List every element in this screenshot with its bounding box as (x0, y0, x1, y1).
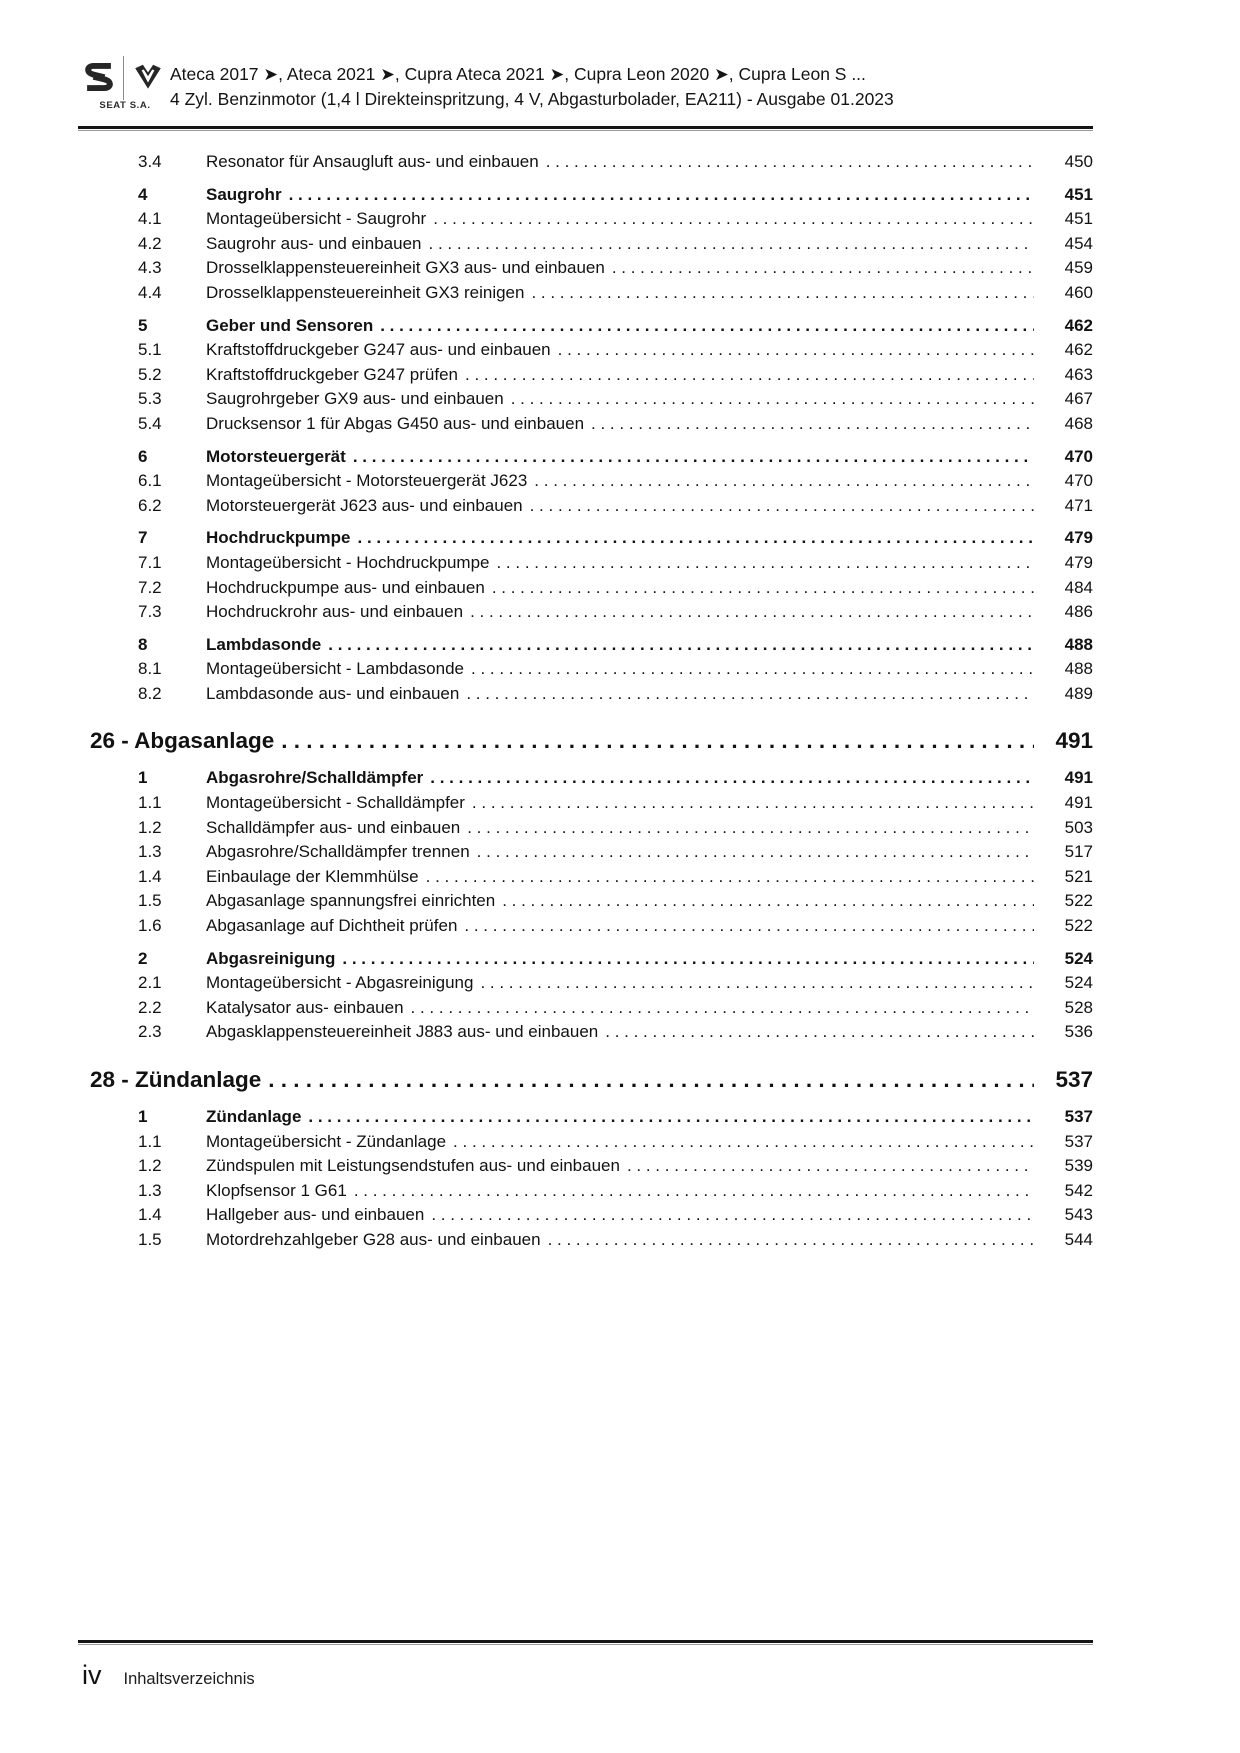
toc-entry-number: 4.2 (138, 233, 162, 253)
toc-entry-title: Abgasklappensteuereinheit J883 aus- und einbauen (206, 1022, 599, 1042)
seat-logo (82, 60, 116, 94)
toc-entry-page: 544 (1064, 1229, 1093, 1249)
toc-entry-title: Montageübersicht - Saugrohr (206, 209, 427, 229)
toc-entry-page: 470 (1064, 471, 1093, 491)
toc-leader-dots (281, 724, 1034, 758)
toc-leader-dots (467, 816, 1034, 841)
toc-leader-dots (502, 889, 1034, 914)
toc-entry[interactable] (80, 150, 1093, 175)
toc-entry-title: Hallgeber aus- und einbauen (206, 1205, 425, 1225)
footer-rule (78, 1640, 1093, 1645)
toc-entry-number: 1.3 (138, 842, 162, 862)
toc-entry-page: 488 (1064, 659, 1093, 679)
footer-page-number: iv (82, 1660, 102, 1690)
toc-entry[interactable] (80, 1203, 1093, 1228)
toc-leader-dots (465, 363, 1034, 388)
toc-entry-number: 5.3 (138, 389, 162, 409)
toc-entry[interactable] (80, 232, 1093, 257)
toc-entry-page: 542 (1064, 1180, 1093, 1200)
toc-leader-dots (354, 1179, 1034, 1204)
toc-entry-number: 7 (138, 528, 148, 548)
toc-entry[interactable] (80, 914, 1093, 939)
toc-entry-title: Motorsteuergerät J623 aus- und einbauen (206, 495, 523, 515)
toc-entry-page: 489 (1064, 683, 1093, 703)
toc-entry-page: 503 (1064, 817, 1093, 837)
toc-entry-title: Lambdasonde (206, 634, 322, 654)
toc-entry-title: Schalldämpfer aus- und einbauen (206, 817, 461, 837)
toc-entry-page: 484 (1064, 577, 1093, 597)
toc-entry[interactable] (80, 387, 1093, 412)
toc-entry[interactable] (80, 445, 1093, 470)
toc-entry-page: 524 (1064, 973, 1093, 993)
toc-leader-dots (492, 576, 1034, 601)
toc-entry-title: Resonator für Ansaugluft aus- und einbauen (206, 152, 539, 171)
toc-entry[interactable] (80, 576, 1093, 601)
toc-entry-page: 528 (1064, 997, 1093, 1017)
toc-entry[interactable] (80, 412, 1093, 437)
toc-entry-page: 543 (1064, 1205, 1093, 1225)
toc-entry-title: Zündanlage (206, 1107, 302, 1126)
toc-leader-dots (558, 338, 1034, 363)
header-text (170, 62, 1120, 112)
toc-entry-title: Abgasrohre/Schalldämpfer trennen (206, 842, 470, 862)
toc-entry-title: 26 - Abgasanlage (90, 728, 275, 754)
toc-leader-dots (353, 445, 1034, 470)
toc-entry-title: Montageübersicht - Hochdruckpumpe (206, 552, 490, 572)
toc-entry-number: 1 (138, 1107, 148, 1126)
toc-entry-number: 5.2 (138, 364, 162, 384)
toc-leader-dots (328, 633, 1034, 658)
toc-leader-dots (472, 791, 1034, 816)
toc-entry-page: 451 (1064, 184, 1093, 204)
header-models-line: Ateca 2017 ➤, Ateca 2021 ➤, Cupra Ateca 2021 ➤, Cupra Leon 2020 ➤, Cupra Leon S ... (170, 64, 866, 84)
toc-entry-title: Kraftstoffdruckgeber G247 prüfen (206, 364, 459, 384)
toc-entry-number: 4.4 (138, 282, 162, 302)
toc-entry-page: 491 (1055, 728, 1093, 754)
toc-entry-number: 8 (138, 634, 148, 654)
toc-entry-number: 4.1 (138, 209, 162, 229)
toc-entry-page: 479 (1064, 552, 1093, 572)
toc-leader-dots (430, 766, 1034, 791)
toc-entry-page: 491 (1064, 768, 1093, 788)
toc-entry-title: Geber und Sensoren (206, 315, 374, 335)
toc-leader-dots (480, 971, 1034, 996)
toc-leader-dots (591, 412, 1034, 437)
toc-entry-number: 1.1 (138, 793, 162, 813)
toc-entry-page: 536 (1064, 1022, 1093, 1042)
toc-entry-number: 7.1 (138, 552, 162, 572)
toc-entry-title: Klopfsensor 1 G61 (206, 1180, 347, 1200)
toc-entry[interactable] (80, 1130, 1093, 1155)
toc-entry-number: 2.3 (138, 1022, 162, 1042)
toc-entry-number: 4 (138, 184, 148, 204)
toc-leader-dots (471, 657, 1034, 682)
toc-leader-dots (308, 1105, 1034, 1130)
toc-entry-title: Drosselklappensteuereinheit GX3 aus- und einbauen (206, 258, 605, 278)
toc-leader-dots (426, 865, 1034, 890)
toc-leader-dots (268, 1063, 1034, 1097)
toc-entry[interactable] (80, 526, 1093, 551)
toc-entry[interactable] (80, 840, 1093, 865)
toc-entry[interactable] (80, 1179, 1093, 1204)
toc-entry-title: Abgasreinigung (206, 948, 336, 968)
toc-entry-page: 491 (1064, 793, 1093, 813)
toc-entry-page: 450 (1064, 152, 1093, 171)
toc-entry-number: 2.2 (138, 997, 162, 1017)
toc-leader-dots (289, 183, 1034, 208)
toc-entry-title: Saugrohr (206, 184, 282, 204)
toc-entry-number: 1.5 (138, 1229, 162, 1249)
toc-entry-page: 463 (1064, 364, 1093, 384)
toc-entry[interactable] (80, 724, 1093, 758)
toc-entry-number: 5.4 (138, 413, 162, 433)
toc-entry[interactable] (80, 1063, 1093, 1097)
brand-logos (82, 56, 168, 114)
toc-entry[interactable] (80, 494, 1093, 519)
toc-entry-number: 8.2 (138, 683, 162, 703)
toc-entry-page: 479 (1064, 528, 1093, 548)
toc-leader-dots (453, 1130, 1034, 1155)
toc-entry[interactable] (80, 996, 1093, 1021)
toc-entry[interactable] (80, 1020, 1093, 1045)
header-rule (78, 126, 1093, 131)
toc-entry-page: 460 (1064, 282, 1093, 302)
toc-entry-page: 467 (1064, 389, 1093, 409)
toc-entry-title: Einbaulage der Klemmhülse (206, 866, 419, 886)
toc-entry[interactable] (80, 314, 1093, 339)
toc-entry-number: 1.2 (138, 1156, 162, 1176)
toc-entry-number: 7.3 (138, 602, 162, 622)
toc-entry-title: Hochdruckpumpe (206, 528, 351, 548)
toc-leader-dots (546, 150, 1034, 175)
toc-entry-title: Zündspulen mit Leistungsendstufen aus- und einbauen (206, 1156, 620, 1176)
toc-entry-title: Montageübersicht - Abgasreinigung (206, 973, 474, 993)
toc-entry-title: Motorsteuergerät (206, 446, 346, 466)
toc-entry-page: 468 (1064, 413, 1093, 433)
toc-entry-title: Montageübersicht - Lambdasonde (206, 659, 464, 679)
toc-entry-title: Drosselklappensteuereinheit GX3 reinigen (206, 282, 525, 302)
toc-entry[interactable] (80, 682, 1093, 707)
toc-entry[interactable] (80, 256, 1093, 281)
toc-leader-dots (358, 526, 1034, 551)
toc-entry-number: 2 (138, 948, 148, 968)
toc-leader-dots (531, 281, 1034, 306)
footer (82, 1658, 255, 1692)
toc-list (80, 150, 1093, 1253)
toc-entry[interactable] (80, 600, 1093, 625)
toc-entry-number: 7.2 (138, 577, 162, 597)
toc-entry-title: Motordrehzahlgeber G28 aus- und einbauen (206, 1229, 541, 1249)
toc-leader-dots (496, 551, 1034, 576)
logo-divider (123, 56, 124, 100)
toc-entry[interactable] (80, 971, 1093, 996)
toc-entry-title: Saugrohrgeber GX9 aus- und einbauen (206, 389, 504, 409)
toc-entry-title: Montageübersicht - Motorsteuergerät J623 (206, 471, 528, 491)
toc-leader-dots (433, 207, 1034, 232)
toc-entry-title: Abgasanlage spannungsfrei einrichten (206, 891, 496, 911)
toc-entry-number: 8.1 (138, 659, 162, 679)
toc-entry-number: 6 (138, 446, 148, 466)
toc-entry-number: 1.3 (138, 1180, 162, 1200)
toc-entry[interactable] (80, 947, 1093, 972)
toc-leader-dots (534, 469, 1034, 494)
toc-entry-number: 6.2 (138, 495, 162, 515)
toc-entry-title: Montageübersicht - Zündanlage (206, 1131, 447, 1151)
cupra-logo (131, 58, 165, 92)
toc-entry-page: 522 (1064, 891, 1093, 911)
toc-leader-dots (411, 996, 1034, 1021)
toc-entry-page: 451 (1064, 209, 1093, 229)
toc-entry-number: 5.1 (138, 340, 162, 360)
toc-entry-page: 522 (1064, 916, 1093, 936)
toc-entry-page: 537 (1064, 1107, 1093, 1126)
toc-leader-dots (380, 314, 1034, 339)
toc-entry-title: Hochdruckpumpe aus- und einbauen (206, 577, 485, 597)
toc-entry-page: 488 (1064, 634, 1093, 654)
toc-leader-dots (530, 494, 1034, 519)
toc-entry-title: 28 - Zündanlage (90, 1067, 262, 1092)
toc-entry-title: Hochdruckrohr aus- und einbauen (206, 602, 464, 622)
toc-entry-number: 1.5 (138, 891, 162, 911)
toc-leader-dots (477, 840, 1034, 865)
toc-entry-number: 4.3 (138, 258, 162, 278)
toc-entry[interactable] (80, 865, 1093, 890)
toc-entry-title: Montageübersicht - Schalldämpfer (206, 793, 465, 813)
toc-entry[interactable] (80, 469, 1093, 494)
toc-entry[interactable] (80, 889, 1093, 914)
toc-entry-number: 1 (138, 768, 148, 788)
toc-entry-title: Abgasanlage auf Dichtheit prüfen (206, 916, 458, 936)
toc-entry[interactable] (80, 363, 1093, 388)
toc-entry-page: 462 (1064, 340, 1093, 360)
toc-entry[interactable] (80, 791, 1093, 816)
toc-leader-dots (464, 914, 1034, 939)
toc-entry-number: 1.2 (138, 817, 162, 837)
toc-entry[interactable] (80, 183, 1093, 208)
toc-entry-page: 539 (1064, 1156, 1093, 1176)
brand-caption: SEAT S.A. (99, 100, 151, 111)
toc-entry[interactable] (80, 816, 1093, 841)
toc-entry-title: Kraftstoffdruckgeber G247 aus- und einbauen (206, 340, 551, 360)
toc-entry-title: Saugrohr aus- und einbauen (206, 233, 422, 253)
toc-entry-page: 486 (1064, 602, 1093, 622)
toc-entry-number: 1.4 (138, 866, 162, 886)
toc-entry-number: 5 (138, 315, 148, 335)
toc-entry-number: 1.6 (138, 916, 162, 936)
toc-entry-page: 470 (1064, 446, 1093, 466)
toc-entry[interactable] (80, 338, 1093, 363)
header-engine-line: 4 Zyl. Benzinmotor (1,4 l Direkteinspritzung, 4 V, Abgasturbolader, EA211) - Ausgabe 01.2023 (170, 89, 894, 109)
toc-entry[interactable] (80, 657, 1093, 682)
toc-leader-dots (431, 1203, 1034, 1228)
toc-entry-page: 517 (1064, 842, 1093, 862)
toc-leader-dots (429, 232, 1035, 257)
toc-entry[interactable] (80, 1154, 1093, 1179)
toc-entry-title: Lambdasonde aus- und einbauen (206, 683, 460, 703)
toc-entry[interactable] (80, 207, 1093, 232)
toc-entry-page: 521 (1064, 866, 1093, 886)
toc-entry[interactable] (80, 1105, 1093, 1130)
toc-leader-dots (548, 1228, 1034, 1253)
toc-entry-number: 1.4 (138, 1205, 162, 1225)
toc-entry-title: Abgasrohre/Schalldämpfer (206, 768, 424, 788)
toc-entry-title: Katalysator aus- einbauen (206, 997, 404, 1017)
toc-entry-number: 6.1 (138, 471, 162, 491)
footer-section-label: Inhaltsverzeichnis (123, 1670, 255, 1688)
toc-entry[interactable] (80, 551, 1093, 576)
toc-entry-page: 459 (1064, 258, 1093, 278)
toc-entry[interactable] (80, 766, 1093, 791)
toc-leader-dots (612, 256, 1034, 281)
toc-leader-dots (342, 947, 1034, 972)
toc-entry-page: 454 (1064, 233, 1093, 253)
toc-entry[interactable] (80, 1228, 1093, 1253)
toc-entry-page: 462 (1064, 315, 1093, 335)
toc-entry-number: 2.1 (138, 973, 162, 993)
toc-leader-dots (466, 682, 1034, 707)
toc-leader-dots (627, 1154, 1034, 1179)
toc-leader-dots (470, 600, 1034, 625)
toc-entry-page: 537 (1064, 1131, 1093, 1151)
toc-entry-number: 3.4 (138, 152, 162, 171)
toc-entry-page: 524 (1064, 948, 1093, 968)
toc-entry[interactable] (80, 633, 1093, 658)
toc-entry-title: Drucksensor 1 für Abgas G450 aus- und einbauen (206, 413, 585, 433)
toc-leader-dots (605, 1020, 1034, 1045)
toc-entry-page: 537 (1055, 1067, 1093, 1092)
toc-leader-dots (511, 387, 1034, 412)
toc-entry-page: 471 (1064, 495, 1093, 515)
toc-entry[interactable] (80, 281, 1093, 306)
toc-entry-number: 1.1 (138, 1131, 162, 1151)
